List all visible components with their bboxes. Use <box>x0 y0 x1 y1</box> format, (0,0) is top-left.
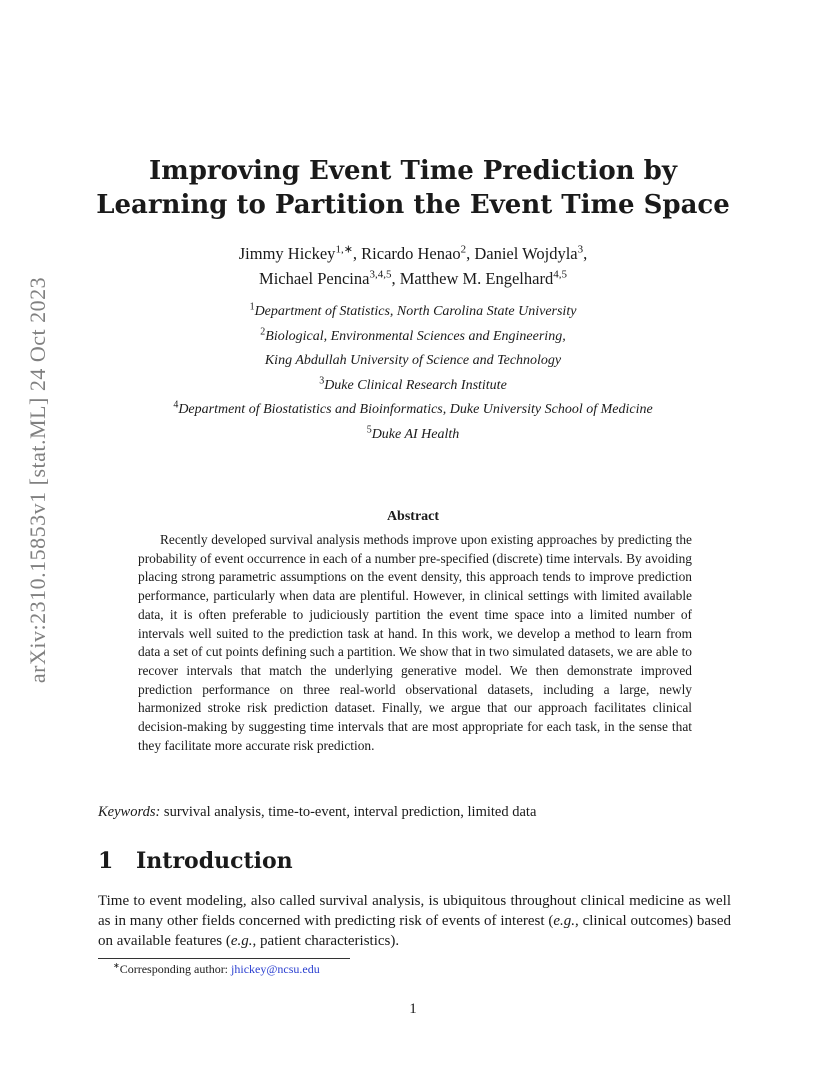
author-affil-mark: 1,∗ <box>335 243 353 256</box>
author-line-2: Michael Pencina$^{3,4,5}$, Matthew M. Engelhard$^{4,5}$ <box>259 268 567 288</box>
author-affil-mark: 3,4,5 <box>369 268 392 281</box>
footnote-text: Corresponding author: <box>119 962 232 976</box>
affiliation-list <box>90 300 736 447</box>
section-heading <box>98 848 293 874</box>
section-title: Introduction <box>136 848 293 874</box>
affiliation-item: $^3$Duke Clinical Research Institute <box>319 374 507 393</box>
author-affil-mark: 3 <box>577 243 584 256</box>
affiliation-item: $^2$Biological, Environmental Sciences and Engineering, <box>260 325 566 344</box>
affiliation-item: King Abdullah University of Science and Technology <box>264 353 562 368</box>
paper-title <box>90 154 736 222</box>
footnote <box>113 961 320 977</box>
affiliation-item: $^5$Duke AI Health <box>366 423 460 442</box>
arxiv-identifier[interactable]: arXiv:2310.15853v1 [stat.ML] 24 Oct 2023 <box>25 276 50 684</box>
abstract-text: Recently developed survival analysis methods improve upon existing approaches by predicting the probability of event occurrence in each of a number pre-specified (discrete) time intervals. By avoiding placing strong parametric assumptions on the event density, this approach tends to improve prediction performance, particularly when data are plentiful. However, in clinical settings with limited available data, it is often preferable to judiciously partition the event time space into a limited number of intervals well suited to the prediction task at hand. In this work, we develop a method to learn from data a set of cut points defining such a partition. We show that in two simulated datasets, we are able to recover intervals that match the underlying generative model. We then demonstrate improved prediction performance on three real-world observational datasets, including a large, newly harmonized stroke risk prediction dataset. Finally, we argue that our approach facilitates clinical decision-making by suggesting time intervals that are most appropriate for each task, in the sense that they facilitate more accurate risk prediction. <box>138 532 692 753</box>
page-number: 1 <box>409 1001 417 1017</box>
footnote-mark: ∗ <box>113 961 120 970</box>
abstract-heading: Abstract <box>386 509 440 524</box>
author-list <box>90 241 736 291</box>
title-line-2: Learning to Partition the Event Time Space <box>96 190 730 220</box>
keywords <box>98 803 738 822</box>
affiliation-item: $^4$Department of Biostatistics and Bioinformatics, Duke University School of Medicine <box>173 399 653 417</box>
author-affil-mark: 4,5 <box>553 268 567 281</box>
author-line-1: Jimmy Hickey$^{1,∗}$, Ricardo Henao$^2$, Daniel Wojdyla$^3$, <box>238 243 588 263</box>
author-name: Daniel Wojdyla <box>474 244 578 263</box>
title-line-1: Improving Event Time Prediction by <box>149 156 677 186</box>
author-name: Jimmy Hickey <box>238 244 336 263</box>
keywords-label: Keywords: <box>98 804 161 820</box>
author-name: Michael Pencina <box>259 269 370 288</box>
footnote-rule <box>98 958 350 959</box>
author-name: Matthew M. Engelhard <box>399 269 554 288</box>
keywords-text: survival analysis, time-to-event, interval prediction, limited data <box>163 804 537 820</box>
email-link[interactable]: jhickey@ncsu.edu <box>231 962 320 976</box>
affiliation-item: $^1$Department of Statistics, North Carolina State University <box>249 301 577 319</box>
intro-paragraph: Time to event modeling, also called survival analysis, is ubiquitous throughout clinical medicine as well as in many other fields concerned with predicting risk of events of interest (e.g., clinical outcomes) based on available features (e.g., patient characteristics). <box>98 893 731 949</box>
author-affil-mark: 2 <box>460 243 467 256</box>
author-name: Ricardo Henao <box>361 244 461 263</box>
section-number: 1 <box>98 848 114 874</box>
